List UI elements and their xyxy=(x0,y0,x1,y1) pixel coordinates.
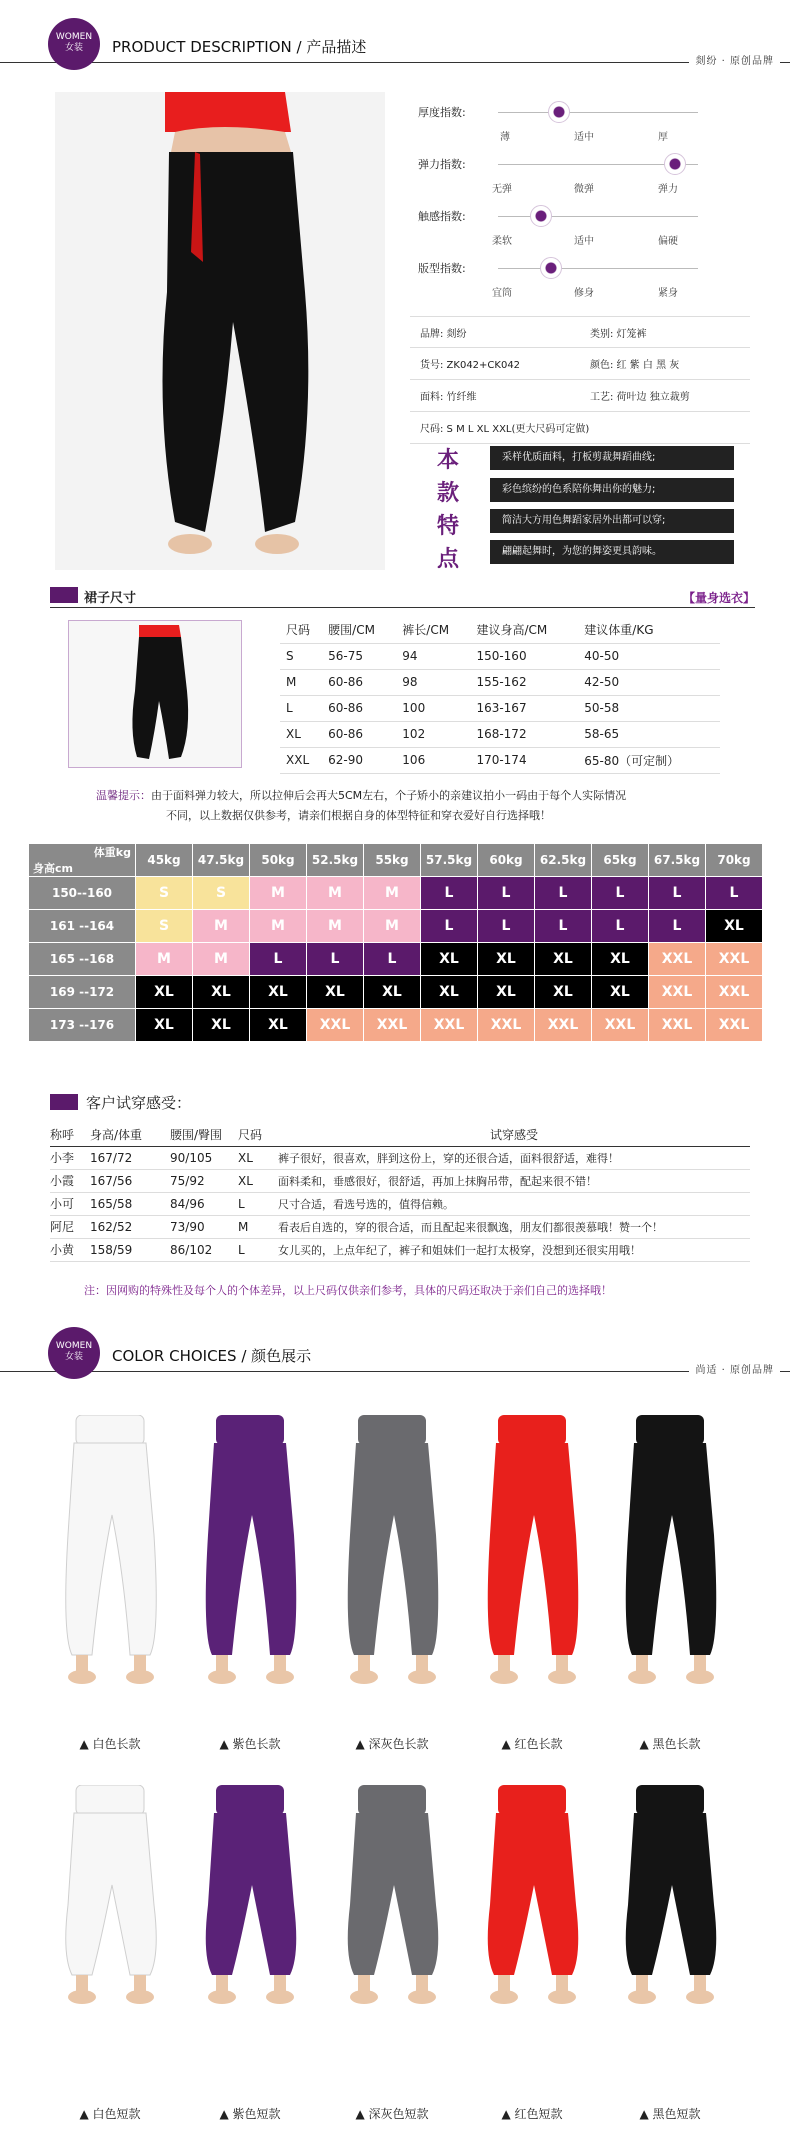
table-row xyxy=(50,1169,750,1192)
badge-cn: 女装 xyxy=(64,42,83,53)
fit-size-cell: M xyxy=(307,877,364,910)
try-cell: 162/52 xyxy=(90,1215,170,1238)
indicator-option: 偏硬 xyxy=(658,236,678,247)
size-cell: 65-80（可定制） xyxy=(578,747,720,773)
color-option xyxy=(600,1785,740,2122)
size-section-tag: 【量身选衣】 xyxy=(682,591,755,605)
fit-weight-header: 45kg xyxy=(136,844,193,877)
color-option xyxy=(322,1785,462,2122)
size-cell: 62-90 xyxy=(322,747,396,773)
fit-size-cell: XL xyxy=(364,976,421,1009)
size-cell: XXL xyxy=(280,747,322,773)
fit-size-cell: XL xyxy=(250,976,307,1009)
header-rule xyxy=(0,62,790,63)
color-caption: ▲ 白色长款 xyxy=(79,1737,141,1751)
size-cell: 60-86 xyxy=(322,669,396,695)
size-cell: 56-75 xyxy=(322,643,396,669)
fit-size-cell: M xyxy=(193,943,250,976)
fit-size-cell: XXL xyxy=(706,943,763,976)
pants-photo xyxy=(462,1785,602,2095)
size-cell: S xyxy=(280,643,322,669)
try-cell: 小可 xyxy=(50,1192,90,1215)
indicator-option: 适中 xyxy=(574,132,594,143)
spec-table xyxy=(410,316,750,444)
color-caption: ▲ 黑色长款 xyxy=(639,1737,701,1751)
fit-size-cell: XXL xyxy=(478,1009,535,1042)
table-row xyxy=(29,943,763,976)
fit-size-cell: M xyxy=(193,910,250,943)
indicator-label: 弹力指数: xyxy=(418,158,466,171)
fit-size-cell: XL xyxy=(478,943,535,976)
try-cell: 女儿买的，上点年纪了，裤子和姐妹们一起打太极穿，没想到还很实用哦！ xyxy=(278,1238,750,1261)
size-header: 裤长/CM xyxy=(396,617,470,643)
size-reference-photo xyxy=(68,620,242,768)
try-table xyxy=(50,1124,750,1262)
fit-size-cell: L xyxy=(250,943,307,976)
table-row xyxy=(50,1238,750,1261)
size-cell: 150-160 xyxy=(470,643,578,669)
table-row xyxy=(50,1215,750,1238)
fit-size-cell: L xyxy=(592,910,649,943)
try-cell: 尺寸合适，看选号选的，值得信赖。 xyxy=(278,1192,750,1215)
fit-size-cell: XXL xyxy=(592,1009,649,1042)
indicator-label: 厚度指数: xyxy=(418,106,466,119)
feature-item: 翩翩起舞时，为您的舞姿更具韵味。 xyxy=(490,540,734,564)
feature-big-text xyxy=(437,444,467,576)
pants-photo xyxy=(40,1415,180,1725)
table-row xyxy=(29,976,763,1009)
fit-weight-header: 60kg xyxy=(478,844,535,877)
fit-weight-header: 67.5kg xyxy=(649,844,706,877)
fit-size-cell: M xyxy=(364,910,421,943)
section-title: COLOR CHOICES / 颜色展示 xyxy=(112,1347,312,1365)
color-option xyxy=(600,1415,740,1752)
size-header: 腰围/CM xyxy=(322,617,396,643)
fit-size-cell: XL xyxy=(136,1009,193,1042)
fit-size-cell: XXL xyxy=(649,976,706,1009)
fit-weight-header: 62.5kg xyxy=(535,844,592,877)
size-table-header xyxy=(280,617,720,643)
table-row xyxy=(50,1192,750,1215)
spec-fabric: 面料: 竹纤维 xyxy=(420,392,477,403)
size-section-title: 裙子尺寸 xyxy=(84,591,137,606)
feature-item: 采样优质面料，打板剪裁舞蹈曲线; xyxy=(490,446,734,470)
fit-size-cell: XL xyxy=(421,976,478,1009)
fit-size-cell: L xyxy=(421,910,478,943)
size-section-rule xyxy=(50,607,755,608)
indicator-option: 无弹 xyxy=(492,184,512,195)
section-marker-icon xyxy=(50,587,78,603)
size-cell: 60-86 xyxy=(322,695,396,721)
color-option xyxy=(322,1415,462,1752)
fit-height-label: 173 --176 xyxy=(29,1009,136,1042)
indicator-label: 触感指数: xyxy=(418,210,466,223)
fit-size-cell: L xyxy=(535,910,592,943)
fit-weight-header: 52.5kg xyxy=(307,844,364,877)
size-cell: 58-65 xyxy=(578,721,720,747)
indicator-option: 适中 xyxy=(574,236,594,247)
badge-en: WOMEN xyxy=(55,32,93,42)
try-cell: 75/92 xyxy=(170,1169,238,1192)
table-row xyxy=(280,643,720,669)
color-caption: ▲ 黑色短款 xyxy=(639,2107,701,2121)
pants-photo xyxy=(180,1415,320,1725)
table-row xyxy=(280,721,720,747)
size-cell: L xyxy=(280,695,322,721)
fit-weight-header: 57.5kg xyxy=(421,844,478,877)
women-badge xyxy=(48,1327,100,1379)
try-cell: 84/96 xyxy=(170,1192,238,1215)
section-marker-icon xyxy=(50,1094,78,1110)
spec-colors: 颜色: 红 紫 白 黑 灰 xyxy=(590,360,680,371)
fit-size-cell: XXL xyxy=(307,1009,364,1042)
table-row xyxy=(280,747,720,773)
color-caption: ▲ 深灰色长款 xyxy=(355,1737,429,1751)
color-choices-header xyxy=(0,1327,790,1387)
indicator-option: 弹力 xyxy=(658,184,678,195)
try-cell: 86/102 xyxy=(170,1238,238,1261)
fit-size-cell: XL xyxy=(535,976,592,1009)
model-wearing-pants-image xyxy=(55,92,385,570)
indicator-option: 柔软 xyxy=(492,236,512,247)
spec-code: 货号: ZK042+CK042 xyxy=(420,360,521,371)
pants-photo xyxy=(180,1785,320,2095)
fit-size-cell: XXL xyxy=(421,1009,478,1042)
table-row xyxy=(29,877,763,910)
size-cell: 50-58 xyxy=(578,695,720,721)
tip-label: 温馨提示： xyxy=(96,789,151,802)
tip-line: 由于面料弹力较大，所以拉伸后会再大5CM左右，个子矫小的亲建议拍小一码由于每个人实际情况 xyxy=(151,789,627,802)
fit-weight-header: 50kg xyxy=(250,844,307,877)
color-caption: ▲ 深灰色短款 xyxy=(355,2107,429,2121)
fit-size-cell: M xyxy=(307,910,364,943)
table-row xyxy=(29,1009,763,1042)
fit-size-cell: M xyxy=(364,877,421,910)
try-cell: 165/58 xyxy=(90,1192,170,1215)
feature-char: 特 xyxy=(437,514,460,539)
fit-size-cell: L xyxy=(421,877,478,910)
badge-cn: 女装 xyxy=(64,1351,83,1362)
elasticity-indicator xyxy=(418,150,788,202)
fit-corner xyxy=(29,844,136,877)
fit-size-cell: XL xyxy=(421,943,478,976)
size-cell: 98 xyxy=(396,669,470,695)
pants-photo xyxy=(600,1785,740,2095)
fit-size-cell: XL xyxy=(478,976,535,1009)
fit-size-cell: XL xyxy=(136,976,193,1009)
indicator-option: 微弹 xyxy=(574,184,594,195)
fit-size-cell: XXL xyxy=(649,1009,706,1042)
thickness-indicator xyxy=(418,98,788,150)
size-cell: 60-86 xyxy=(322,721,396,747)
header-rule xyxy=(0,1371,790,1372)
size-header: 建议身高/CM xyxy=(470,617,578,643)
main-product-photo xyxy=(55,92,385,570)
pants-photo xyxy=(40,1785,180,2095)
fit-size-cell: L xyxy=(706,877,763,910)
size-header: 尺码 xyxy=(280,617,322,643)
fit-size-cell: M xyxy=(136,943,193,976)
size-header: 建议体重/KG xyxy=(578,617,720,643)
brand-motto: 尚适 · 原创品牌 xyxy=(689,1361,780,1376)
feature-item: 简洁大方用色舞蹈家居外出都可以穿; xyxy=(490,509,734,533)
touch-indicator xyxy=(418,202,788,254)
try-header: 尺码 xyxy=(238,1124,278,1146)
badge-en: WOMEN xyxy=(55,1341,93,1351)
product-description-header xyxy=(0,18,790,78)
fit-grid-header xyxy=(29,844,763,877)
size-cell: 40-50 xyxy=(578,643,720,669)
small-pants-image xyxy=(69,621,241,767)
try-cell: XL xyxy=(238,1169,278,1192)
indicator-track xyxy=(498,216,698,217)
size-tip xyxy=(96,786,756,826)
try-cell: 167/72 xyxy=(90,1146,170,1169)
fit-size-cell: XXL xyxy=(364,1009,421,1042)
table-row xyxy=(50,1146,750,1169)
fit-corner-weight: 体重kg xyxy=(93,846,131,859)
fit-size-cell: L xyxy=(649,877,706,910)
feature-char: 点 xyxy=(437,547,460,572)
spec-row xyxy=(410,348,750,380)
try-cell: 小李 xyxy=(50,1146,90,1169)
color-caption: ▲ 红色长款 xyxy=(501,1737,563,1751)
indicator-option: 紧身 xyxy=(658,288,678,299)
fit-height-label: 169 --172 xyxy=(29,976,136,1009)
feature-item: 彩色缤纷的色系陪你舞出你的魅力; xyxy=(490,478,734,502)
color-caption: ▲ 红色短款 xyxy=(501,2107,563,2121)
feature-char: 款 xyxy=(437,481,460,506)
spec-sizes: 尺码: S M L XL XXL(更大尺码可定做) xyxy=(420,424,590,435)
size-section-header xyxy=(50,585,755,611)
feature-char: 本 xyxy=(437,448,460,473)
try-table-header xyxy=(50,1124,750,1146)
indicator-knob xyxy=(664,153,686,175)
indicator-track xyxy=(498,268,698,269)
try-cell: 面料柔和，垂感很好，很舒适，再加上抹胸吊带，配起来很不错！ xyxy=(278,1169,750,1192)
indicator-option: 修身 xyxy=(574,288,594,299)
fit-size-cell: XL xyxy=(592,976,649,1009)
size-cell: 163-167 xyxy=(470,695,578,721)
size-cell: 42-50 xyxy=(578,669,720,695)
try-header: 称呼 xyxy=(50,1124,90,1146)
tip-line: 不同，以上数据仅供参考，请亲们根据自身的体型特征和穿衣爱好自行选择哦！ xyxy=(166,809,551,822)
fit-size-cell: XL xyxy=(307,976,364,1009)
try-cell: XL xyxy=(238,1146,278,1169)
fit-size-cell: S xyxy=(193,877,250,910)
indicator-knob xyxy=(530,205,552,227)
size-table xyxy=(280,617,720,774)
fit-grid xyxy=(28,843,763,1042)
try-cell: M xyxy=(238,1215,278,1238)
try-note: 注：因网购的特殊性及每个人的个体差异，以上尺码仅供亲们参考，具体的尺码还取决于亲们自己的选择哦！ xyxy=(84,1284,612,1297)
try-cell: 阿尼 xyxy=(50,1215,90,1238)
fit-size-cell: XL xyxy=(193,976,250,1009)
try-cell: 看表后自选的，穿的很合适，而且配起来很飘逸，朋友们都很羡慕哦！赞一个！ xyxy=(278,1215,750,1238)
try-section-title: 客户试穿感受： xyxy=(86,1094,192,1112)
color-caption: ▲ 紫色长款 xyxy=(219,1737,281,1751)
fit-size-cell: L xyxy=(478,877,535,910)
size-cell: XL xyxy=(280,721,322,747)
fit-size-cell: S xyxy=(136,877,193,910)
color-option xyxy=(180,1415,320,1752)
try-cell: 小黄 xyxy=(50,1238,90,1261)
size-cell: 102 xyxy=(396,721,470,747)
fit-corner-height: 身高cm xyxy=(33,862,73,875)
fit-size-cell: L xyxy=(649,910,706,943)
fit-weight-header: 65kg xyxy=(592,844,649,877)
fit-size-cell: XL xyxy=(193,1009,250,1042)
color-caption: ▲ 白色短款 xyxy=(79,2107,141,2121)
try-cell: L xyxy=(238,1238,278,1261)
table-row xyxy=(280,669,720,695)
color-option xyxy=(40,1415,180,1752)
spec-category: 类别: 灯笼裤 xyxy=(590,328,647,340)
size-cell: M xyxy=(280,669,322,695)
pants-photo xyxy=(600,1415,740,1725)
try-cell: 73/90 xyxy=(170,1215,238,1238)
color-caption: ▲ 紫色短款 xyxy=(219,2107,281,2121)
fit-size-cell: XXL xyxy=(706,976,763,1009)
fit-height-label: 161 --164 xyxy=(29,910,136,943)
indicator-knob xyxy=(540,257,562,279)
spec-craft: 工艺: 荷叶边 独立裁剪 xyxy=(590,392,690,403)
fit-size-cell: XXL xyxy=(649,943,706,976)
indicator-label: 版型指数: xyxy=(418,262,466,275)
fit-size-cell: L xyxy=(535,877,592,910)
spec-brand: 品牌: 剡纷 xyxy=(420,328,467,340)
color-option xyxy=(180,1785,320,2122)
brand-motto: 剡纷 · 原创品牌 xyxy=(689,52,780,67)
fit-size-cell: XXL xyxy=(535,1009,592,1042)
pants-photo xyxy=(462,1415,602,1725)
fit-size-cell: XL xyxy=(706,910,763,943)
fit-height-label: 150--160 xyxy=(29,877,136,910)
fit-size-cell: L xyxy=(478,910,535,943)
table-row xyxy=(280,695,720,721)
try-header: 身高/体重 xyxy=(90,1124,170,1146)
pants-photo xyxy=(322,1415,462,1725)
spec-row xyxy=(410,380,750,412)
fit-size-cell: M xyxy=(250,910,307,943)
color-option xyxy=(462,1785,602,2122)
spec-row xyxy=(410,412,750,444)
color-option xyxy=(40,1785,180,2122)
try-header: 试穿感受 xyxy=(278,1124,750,1146)
fit-weight-header: 70kg xyxy=(706,844,763,877)
try-cell: 158/59 xyxy=(90,1238,170,1261)
fit-size-cell: L xyxy=(592,877,649,910)
fit-height-label: 165 --168 xyxy=(29,943,136,976)
size-cell: 100 xyxy=(396,695,470,721)
indicator-track xyxy=(498,112,698,113)
women-badge xyxy=(48,18,100,70)
try-cell: 167/56 xyxy=(90,1169,170,1192)
size-cell: 168-172 xyxy=(470,721,578,747)
try-cell: L xyxy=(238,1192,278,1215)
color-option xyxy=(462,1415,602,1752)
size-cell: 170-174 xyxy=(470,747,578,773)
size-cell: 106 xyxy=(396,747,470,773)
indicator-option: 宜筒 xyxy=(492,288,512,299)
fit-size-cell: L xyxy=(307,943,364,976)
try-cell: 裤子很好，很喜欢，胖到这份上，穿的还很合适，面料很舒适，难得！ xyxy=(278,1146,750,1169)
fit-size-cell: XL xyxy=(250,1009,307,1042)
fit-size-cell: M xyxy=(250,877,307,910)
fit-size-cell: L xyxy=(364,943,421,976)
size-cell: 155-162 xyxy=(470,669,578,695)
fit-size-cell: XL xyxy=(535,943,592,976)
try-cell: 小霞 xyxy=(50,1169,90,1192)
indicator-option: 厚 xyxy=(658,132,668,143)
pants-photo xyxy=(322,1785,462,2095)
fit-weight-header: 47.5kg xyxy=(193,844,250,877)
table-row xyxy=(29,910,763,943)
fit-style-indicator xyxy=(418,254,788,306)
indicator-knob xyxy=(548,101,570,123)
try-cell: 90/105 xyxy=(170,1146,238,1169)
section-title: PRODUCT DESCRIPTION / 产品描述 xyxy=(112,38,367,56)
fit-weight-header: 55kg xyxy=(364,844,421,877)
fit-size-cell: XL xyxy=(592,943,649,976)
fit-size-cell: S xyxy=(136,910,193,943)
spec-row xyxy=(410,316,750,348)
size-cell: 94 xyxy=(396,643,470,669)
try-header: 腰围/臀围 xyxy=(170,1124,238,1146)
try-section-header xyxy=(50,1090,755,1118)
fit-size-cell: XXL xyxy=(706,1009,763,1042)
indicator-option: 薄 xyxy=(500,132,510,143)
